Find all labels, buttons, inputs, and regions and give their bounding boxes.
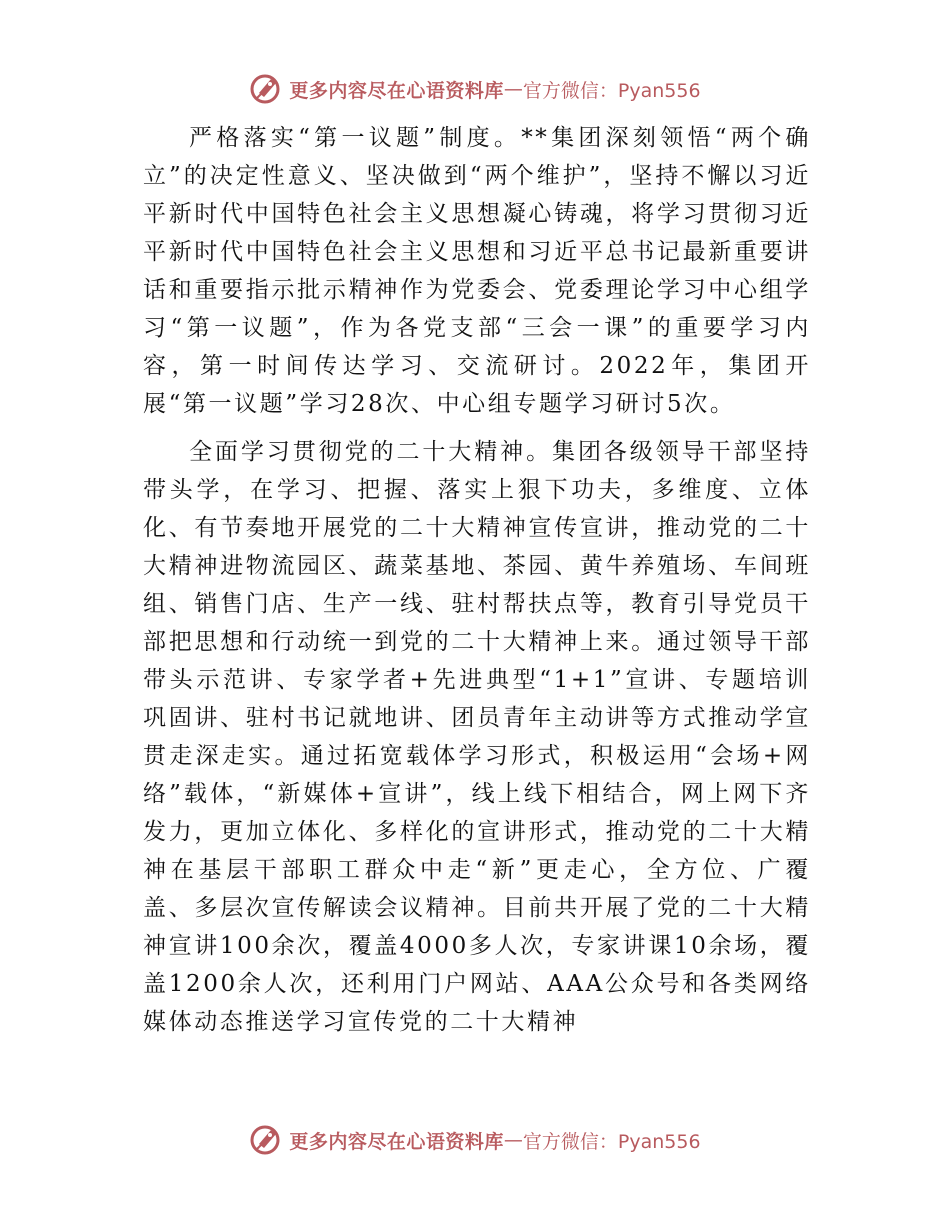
- header-banner: [0, 69, 950, 109]
- footer-banner-dash: —: [503, 1129, 523, 1151]
- paragraph-twentieth-congress: 全面学习贯彻党的二十大精神。集团各级领导干部坚持带头学，在学习、把握、落实上狠下功夫，多维度、立体化、有节奏地开展党的二十大精神宣传宣讲，推动党的二十大精神进物流园区、蔬菜基地、茶园、黄牛养殖场、车间班组、销售门店、生产一线、驻村帮扶点等，教育引导党员干部把思想和行动统一到党的二十大精神上来。通过领导干部带头示范讲、专家学者+先进典型“1+1”宣讲、专题培训巩固讲、驻村书记就地讲、团员青年主动讲等方式推动学宣贯走深走实。通过拓宽载体学习形式，积极运用“会场+网络”载体，“新媒体+宣讲”，线上线下相结合，网上网下齐发力，更加立体化、多样化的宣讲形式，推动党的二十大精神在基层干部职工群众中走“新”更走心，全方位、广覆盖、多层次宣传解读会议精神。目前共开展了党的二十大精神宣讲100余次，覆盖4000多人次，专家讲课10余场，覆盖1200余人次，还利用门户网站、AAA公众号和各类网络媒体动态推送学习宣传党的二十大精神: [143, 439, 811, 1035]
- footer-banner-text: 更多内容尽在心语资料库: [289, 1130, 504, 1153]
- header-banner-text: 更多内容尽在心语资料库: [289, 79, 504, 102]
- document-body: [143, 119, 811, 1041]
- header-wechat-id: 官方微信：Pyan556: [522, 79, 701, 102]
- pen-nib-logo-icon: [249, 71, 285, 107]
- footer-wechat-id: 官方微信：Pyan556: [522, 1130, 701, 1153]
- paragraph-first-topic: 严格落实“第一议题”制度。**集团深刻领悟“两个确立”的决定性意义、坚决做到“两个维护”，坚持不懈以习近平新时代中国特色社会主义思想凝心铸魂，将学习贯彻习近平新时代中国特色社会主义思想和习近平总书记最新重要讲话和重要指示批示精神作为党委会、党委理论学习中心组学习“第一议题”，作为各党支部“三会一课”的重要学习内容，第一时间传达学习、交流研讨。2022年，集团开展“第一议题”学习28次、中心组专题学习研讨5次。: [143, 125, 811, 417]
- header-banner-dash: —: [503, 78, 523, 100]
- footer-banner: [0, 1120, 950, 1160]
- pen-nib-logo-icon: [249, 1122, 285, 1158]
